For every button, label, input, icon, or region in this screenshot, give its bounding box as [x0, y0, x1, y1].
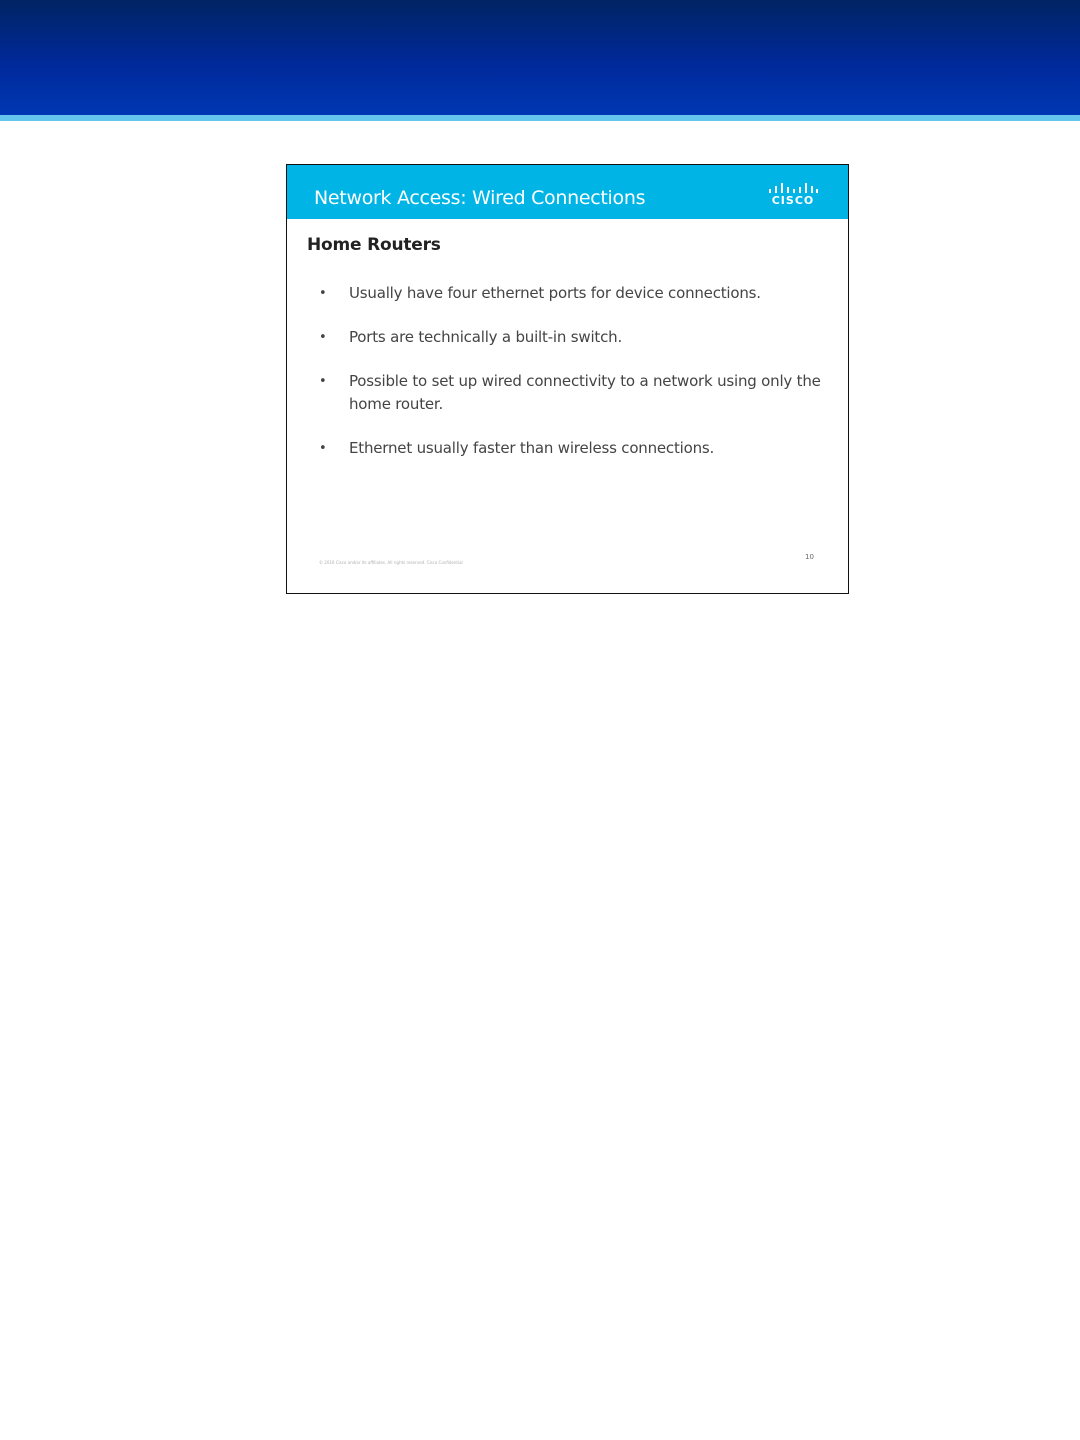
cisco-logo-icon [767, 181, 819, 211]
bullet-icon: • [319, 374, 327, 389]
bullet-text: Ports are technically a built-in switch. [349, 328, 623, 346]
page-number: 10 [805, 553, 814, 561]
logo-text: CISCO [771, 194, 815, 207]
list-item [317, 282, 827, 305]
bullet-text: Ethernet usually faster than wireless connections. [349, 439, 715, 457]
top-banner [0, 0, 1080, 115]
slide-header [287, 165, 848, 219]
list-item [317, 370, 827, 416]
bullet-icon: • [319, 286, 327, 301]
list-item [317, 326, 827, 349]
bullet-text: Usually have four ethernet ports for device connections. [349, 284, 761, 302]
list-item [317, 437, 827, 460]
section-heading: Home Routers [307, 235, 441, 255]
bullet-icon: • [319, 441, 327, 456]
bullet-list [317, 282, 827, 481]
banner-stripe [0, 115, 1080, 121]
bullet-text: Possible to set up wired connectivity to a network using only the home router. [349, 372, 821, 413]
bullet-icon: • [319, 330, 327, 345]
slide-footer: © 2016 Cisco and/or its affiliates. All rights reserved. Cisco Confidential [319, 560, 463, 565]
slide-title: Network Access: Wired Connections [314, 187, 646, 209]
slide-thumbnail [286, 164, 849, 594]
